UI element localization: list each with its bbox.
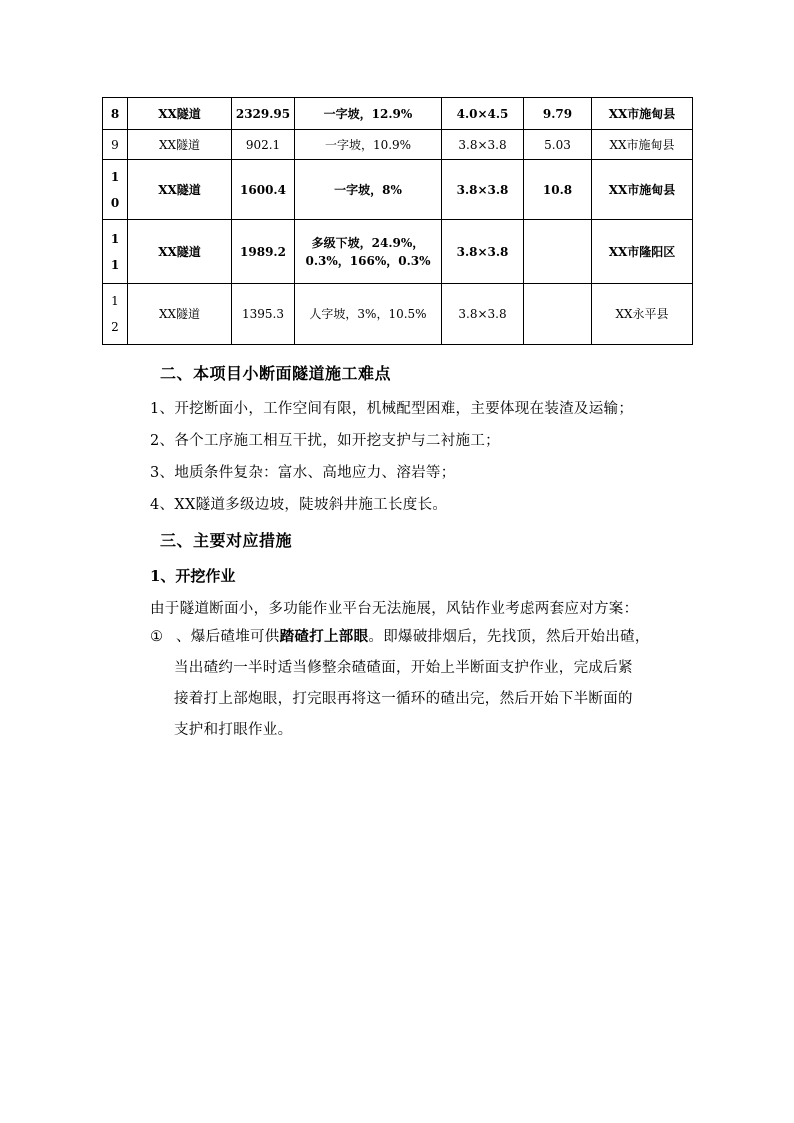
tunnel-slope: 人字坡，3%，10.5% <box>295 284 442 345</box>
tunnel-value: 9.79 <box>524 98 592 130</box>
tunnel-value <box>524 284 592 345</box>
table-row <box>103 130 693 160</box>
tunnel-location: XX市隆阳区 <box>592 220 693 284</box>
section2-heading: 二、本项目小断面隧道施工难点 <box>160 364 392 383</box>
difficulty-item-3: 3、地质条件复杂：富水、高地应力、溶岩等； <box>150 465 456 481</box>
slope-line-1: 多级下坡，24.9%， <box>311 235 425 250</box>
tunnel-length: 902.1 <box>232 130 295 160</box>
row-number: 9 <box>103 130 128 160</box>
difficulty-item-4: 4、XX隧道多级边坡，陡坡斜井施工长度长。 <box>150 497 448 513</box>
row-number: 10 <box>103 160 128 220</box>
tunnel-table <box>102 97 693 345</box>
section3-heading: 三、主要对应措施 <box>160 531 293 550</box>
table-row <box>103 98 693 130</box>
tunnel-slope <box>295 220 442 284</box>
table-row <box>103 220 693 284</box>
tunnel-section: 3.8×3.8 <box>442 284 524 345</box>
tunnel-section: 4.0×4.5 <box>442 98 524 130</box>
tunnel-name: XX隧道 <box>128 220 232 284</box>
tunnel-slope: 一字坡，12.9% <box>295 98 442 130</box>
table-row <box>103 284 693 345</box>
tunnel-location: XX市施甸县 <box>592 130 693 160</box>
tunnel-length: 1395.3 <box>232 284 295 345</box>
row-number: 12 <box>103 284 128 345</box>
row-number: 11 <box>103 220 128 284</box>
tunnel-value: 5.03 <box>524 130 592 160</box>
item-line-2: 当出碴约一半时适当修整余碴碴面，开始上半断面支护作业，完成后紧 <box>174 660 633 676</box>
difficulty-item-2: 2、各个工序施工相互干扰，如开挖支护与二衬施工； <box>150 433 500 449</box>
section3-intro: 由于隧道断面小，多功能作业平台无法施展，风钻作业考虑两套应对方案： <box>150 601 639 617</box>
tunnel-section: 3.8×3.8 <box>442 220 524 284</box>
item-line-4: 支护和打眼作业。 <box>174 722 293 738</box>
tunnel-location: XX永平县 <box>592 284 693 345</box>
item-lead-text: 、爆后碴堆可供 <box>176 629 280 645</box>
tunnel-name: XX隧道 <box>128 130 232 160</box>
tunnel-name: XX隧道 <box>128 160 232 220</box>
tunnel-value <box>524 220 592 284</box>
tunnel-length: 1600.4 <box>232 160 295 220</box>
subsection-heading: 1、开挖作业 <box>150 567 236 585</box>
tunnel-slope: 一字坡，10.9% <box>295 130 442 160</box>
tunnel-name: XX隧道 <box>128 284 232 345</box>
measure-item-1 <box>150 621 680 746</box>
tunnel-location: XX市施甸县 <box>592 98 693 130</box>
tunnel-name: XX隧道 <box>128 98 232 130</box>
tunnel-section: 3.8×3.8 <box>442 160 524 220</box>
slope-line-2: 0.3%，166%，0.3% <box>305 253 431 268</box>
tunnel-length: 2329.95 <box>232 98 295 130</box>
tunnel-section: 3.8×3.8 <box>442 130 524 160</box>
tunnel-length: 1989.2 <box>232 220 295 284</box>
row-number: 8 <box>103 98 128 130</box>
circled-number-1: ① <box>150 629 164 645</box>
item-rest-text: 。即爆破排烟后，先找顶，然后开始出碴， <box>368 629 650 645</box>
item-bold-text: 踏碴打上部眼 <box>279 628 369 645</box>
tunnel-value: 10.8 <box>524 160 592 220</box>
table-row <box>103 160 693 220</box>
difficulty-item-1: 1、开挖断面小，工作空间有限，机械配型困难，主要体现在装渣及运输； <box>150 401 634 417</box>
item-line-3: 接着打上部炮眼，打完眼再将这一循环的碴出完，然后开始下半断面的 <box>174 691 633 707</box>
tunnel-slope: 一字坡，8% <box>295 160 442 220</box>
tunnel-location: XX市施甸县 <box>592 160 693 220</box>
